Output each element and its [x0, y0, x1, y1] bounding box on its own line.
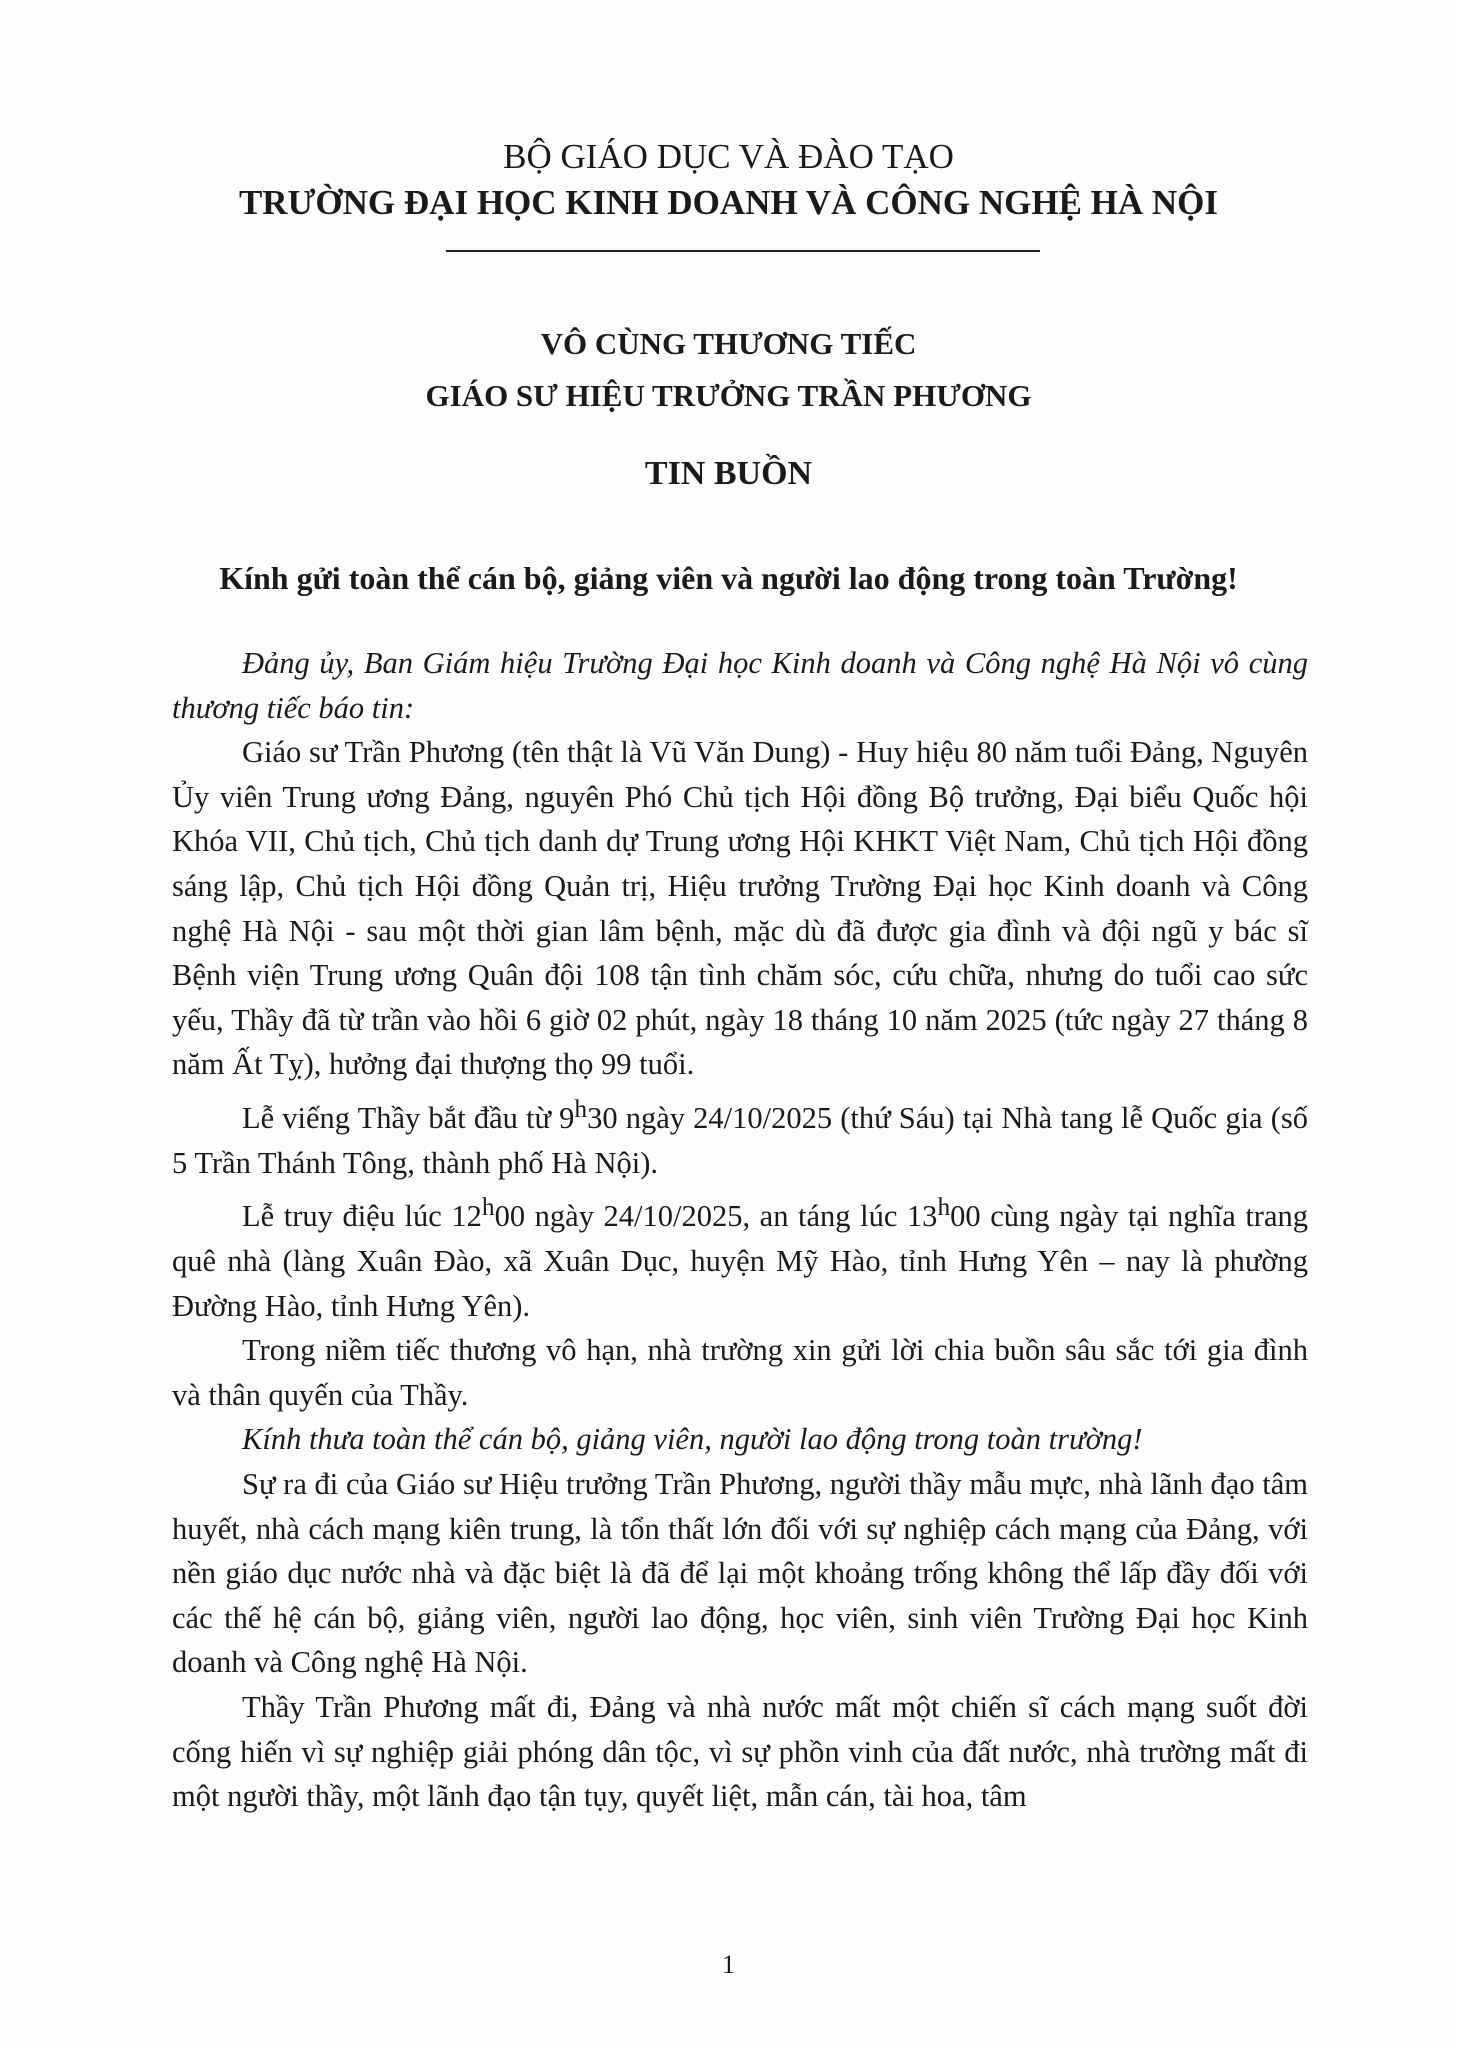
viewing-text-a: Lễ viếng Thầy bắt đầu từ 9 [242, 1101, 575, 1136]
memorial-text-c: 00 cùng ngày tại nghĩa trang quê nhà (làng Xuân Đào, xã Xuân Dục, huyện Mỹ Hào, tỉnh Hưng Yên – nay là phường Đường Hào, tỉnh Hưng Yên). [172, 1199, 1308, 1323]
title-line-2: GIÁO SƯ HIỆU TRƯỞNG TRẦN PHƯƠNG [425, 378, 1032, 413]
paragraph-biography: Giáo sư Trần Phương (tên thật là Vũ Văn Dung) - Huy hiệu 80 năm tuổi Đảng, Nguyên Ủy viên Trung ương Đảng, nguyên Phó Chủ tịch Hội đồng Bộ trưởng, Đại biểu Quốc hội Khóa VII, Chủ tịch, Chủ tịch danh dự Trung ương Hội KHKT Việt Nam, Chủ tịch Hội đồng sáng lập, Chủ tịch Hội đồng Quản trị, Hiệu trưởng Trường Đại học Kinh doanh và Công nghệ Hà Nội - sau một thời gian lâm bệnh, mặc dù đã được gia đình và đội ngũ y bác sĩ Bệnh viện Trung ương Quân đội 108 tận tình chăm sóc, cứu chữa, nhưng do tuổi cao sức yếu, Thầy đã từ trần vào hồi 6 giờ 02 phút, ngày 18 tháng 10 năm 2025 (tức ngày 27 tháng 8 năm Ất Tỵ), hưởng đại thượng thọ 99 tuổi. [172, 735, 1308, 1082]
document-body [172, 641, 1308, 1819]
salutation: Kính gửi toàn thể cán bộ, giảng viên và người lao động trong toàn Trường! [219, 560, 1238, 596]
document-header [0, 134, 1457, 226]
paragraph-viewing [172, 1087, 1308, 1185]
header-divider [446, 250, 1040, 252]
title-block [0, 318, 1457, 422]
headline: TIN BUỒN [644, 455, 813, 492]
ministry-name: BỘ GIÁO DỤC VÀ ĐÀO TẠO [503, 137, 954, 176]
paragraph-condolence: Trong niềm tiếc thương vô hạn, nhà trường xin gửi lời chia buồn sâu sắc tới gia đình và thân quyến của Thầy. [172, 1333, 1308, 1412]
university-name: TRƯỜNG ĐẠI HỌC KINH DOANH VÀ CÔNG NGHỆ HÀ NỘI [238, 183, 1219, 222]
memorial-sup-2: h [937, 1193, 951, 1222]
paragraph-loss: Sự ra đi của Giáo sư Hiệu trưởng Trần Phương, người thầy mẫu mực, nhà lãnh đạo tâm huyết, nhà cách mạng kiên trung, là tổn thất lớn đối với sự nghiệp cách mạng của Đảng, với nền giáo dục nước nhà và đặc biệt là đã để lại một khoảng trống không thể lấp đầy đối với các thế hệ cán bộ, giảng viên, người lao động, học viên, sinh viên Trường Đại học Kinh doanh và Công nghệ Hà Nội. [172, 1467, 1308, 1680]
paragraph-memorial [172, 1185, 1308, 1328]
title-line-1: VÔ CÙNG THƯƠNG TIẾC [540, 326, 917, 361]
paragraph-announcement: Đảng ủy, Ban Giám hiệu Trường Đại học Kinh doanh và Công nghệ Hà Nội vô cùng thương tiếc báo tin: [172, 646, 1308, 725]
paragraph-address: Kính thưa toàn thể cán bộ, giảng viên, người lao động trong toàn trường! [242, 1422, 1143, 1457]
viewing-text-b: 30 ngày 24/10/2025 (thứ Sáu) tại Nhà tang lễ Quốc gia (số 5 Trần Thánh Tông, thành phố Hà Nội). [172, 1101, 1308, 1180]
paragraph-tribute: Thầy Trần Phương mất đi, Đảng và nhà nước mất một chiến sĩ cách mạng suốt đời cống hiến vì sự nghiệp giải phóng dân tộc, vì sự phồn vinh của đất nước, nhà trường mất đi một người thầy, một lãnh đạo tận tụy, quyết liệt, mẫn cán, tài hoa, tâm [172, 1689, 1308, 1814]
viewing-sup: h [574, 1094, 588, 1123]
memorial-text-b: 00 ngày 24/10/2025, an táng lúc 13 [494, 1199, 938, 1234]
memorial-sup-1: h [481, 1193, 495, 1222]
memorial-text-a: Lễ truy điệu lúc 12 [242, 1199, 482, 1234]
page-number: 1 [722, 1950, 735, 1979]
